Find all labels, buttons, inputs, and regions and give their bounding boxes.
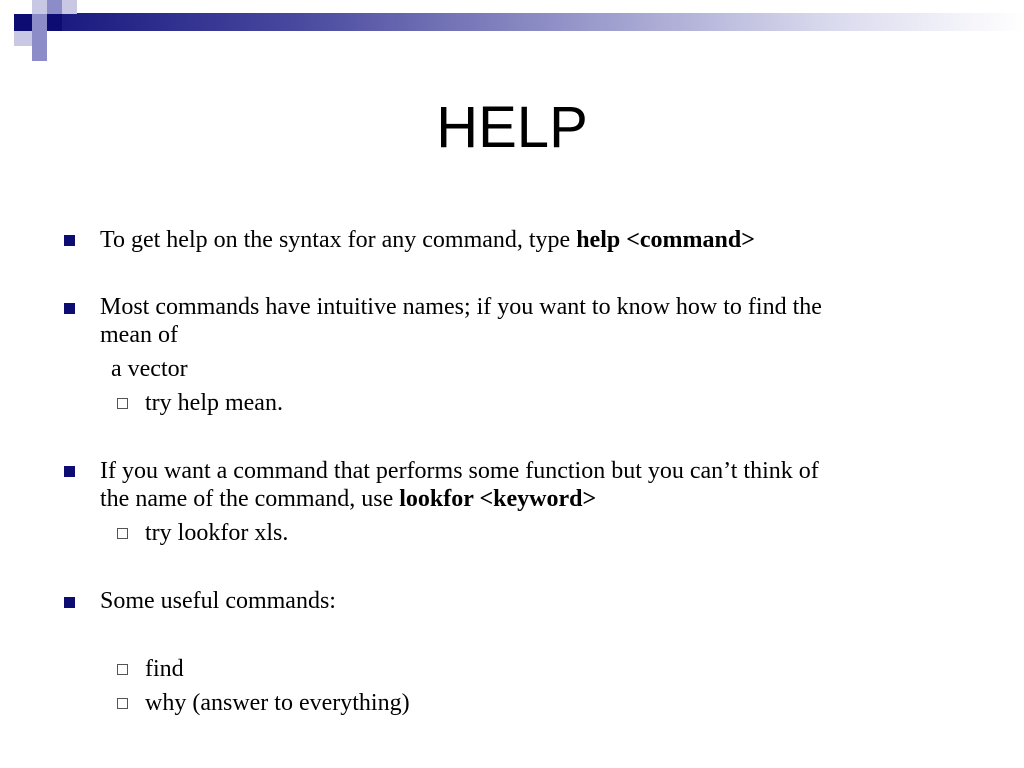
- square-bullet-icon: [64, 235, 75, 246]
- sub-bullet-text: find: [145, 656, 184, 682]
- bullet-text: [100, 226, 755, 254]
- sub-bullet-text: try help mean.: [145, 390, 283, 416]
- hollow-square-bullet-icon: [117, 698, 128, 709]
- slide-title: HELP: [436, 95, 588, 160]
- sub-bullet-text: try lookfor xls.: [145, 520, 289, 546]
- hollow-square-bullet-icon: [117, 528, 128, 539]
- bullet-text-plain: the name of the command, use: [100, 486, 400, 512]
- command-keyword: lookfor <keyword>: [399, 486, 597, 512]
- bullet-text-line: If you want a command that performs some function but you can’t think of: [100, 458, 819, 484]
- command-keyword: help <command>: [576, 227, 755, 253]
- bullet-text-plain: To get help on the syntax for any command, type: [100, 227, 577, 253]
- hollow-square-bullet-icon: [117, 398, 128, 409]
- bullet-text-line: mean of: [100, 322, 178, 348]
- bullet-text-line: a vector: [111, 356, 188, 382]
- bullet-text-line: Most commands have intuitive names; if you want to know how to find the: [100, 294, 822, 320]
- square-bullet-icon: [64, 597, 75, 608]
- square-bullet-icon: [64, 303, 75, 314]
- hollow-square-bullet-icon: [117, 664, 128, 675]
- square-bullet-icon: [64, 466, 75, 477]
- bullet-text-line: [100, 485, 596, 513]
- bullet-text: Some useful commands:: [100, 588, 336, 614]
- sub-bullet-text: why (answer to everything): [145, 690, 410, 716]
